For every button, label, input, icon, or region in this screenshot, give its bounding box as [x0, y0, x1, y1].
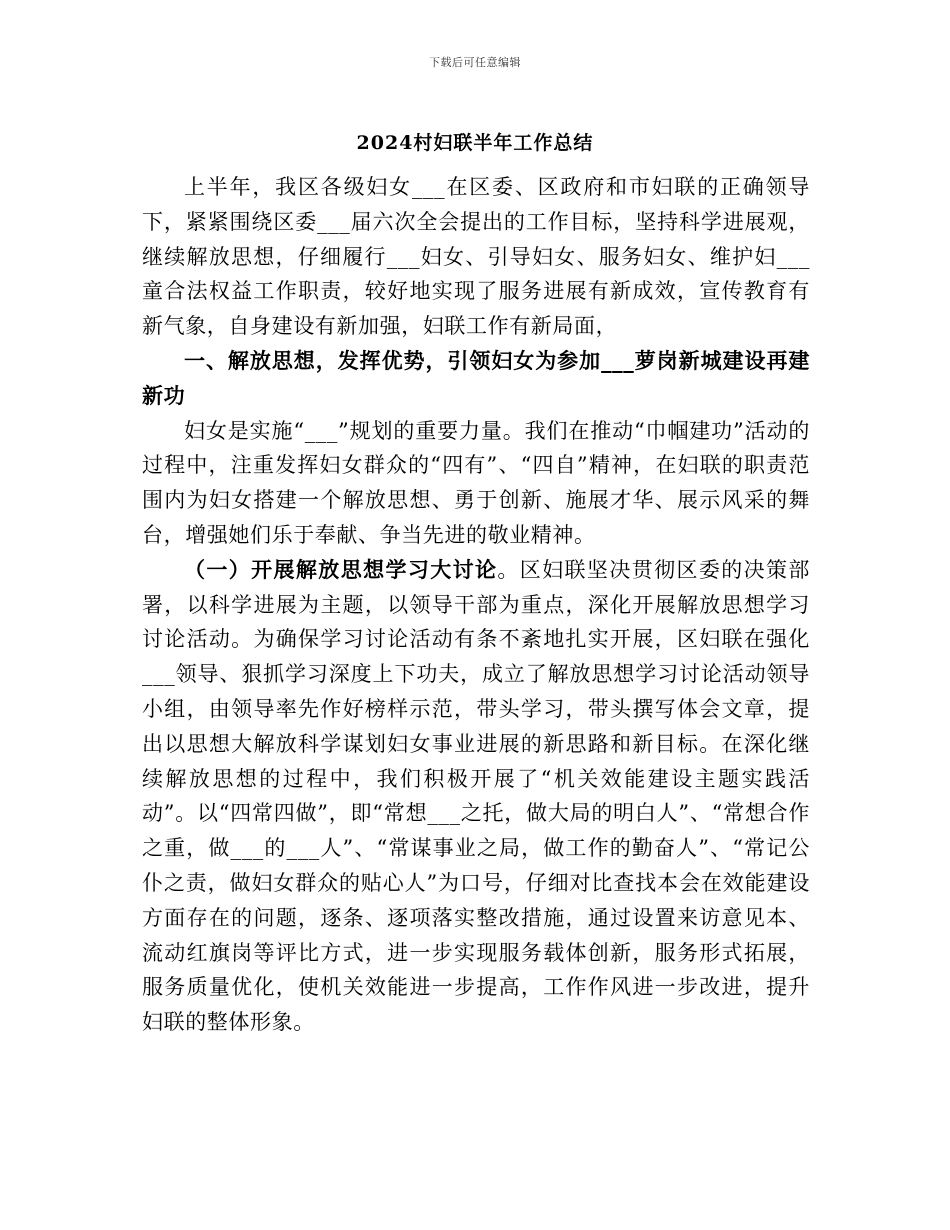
subsection-1-text: 。区妇联坚决贯彻区委的决策部署，以科学进展为主题，以领导干部为重点，深化开展解放思想学习讨论活动。为确保学习讨论活动有条不紊地扎实开展，区妇联在强化___领导、狠抓学习深度上下功夫，成立了解放思想学习讨论活动领导小组，由领导率先作好榜样示范，带头学习，带头撰写体会文章，提出以思想大解放科学谋划妇女事业进展的新思路和新目标。在深化继续解放思想的过程中，我们积极开展了“机关效能建设主题实践活动”。以“四常四做”，即“常想___之托，做大局的明白人”、“常想合作之重，做___的___人”、“常谋事业之局，做工作的勤奋人”、“常记公仆之责，做妇女群众的贴心人”为口号，仔细对比查找本会在效能建设方面存在的问题，逐条、逐项落实整改措施，通过设置来访意见本、流动红旗岗等评比方式，进一步实现服务载体创新，服务形式拓展，服务质量优化，使机关效能进一步提高，工作作风进一步改进，提升妇联的整体形象。 — [142, 557, 810, 1035]
paragraph-intro — [142, 170, 810, 344]
document-title: 2024村妇联半年工作总结 — [356, 132, 594, 154]
document-body — [142, 170, 810, 1040]
paragraph-subsection-1 — [142, 553, 810, 1040]
paragraph-section-1-text: 妇女是实施“___”规划的重要力量。我们在推动“巾帼建功”活动的过程中，注重发挥妇女群众的“四有”、“四自”精神，在妇联的职责范围内为妇女搭建一个解放思想、勇于创新、施展才华、展示风采的舞台，增强她们乐于奉献、争当先进的敬业精神。 — [142, 418, 810, 547]
subsection-1-lead: （一）开展解放思想学习大讨论 — [184, 556, 498, 582]
section-heading-1 — [142, 344, 810, 414]
section-heading-1-text: 一、解放思想，发挥优势，引领妇女为参加___萝岗新城建设再建新功 — [142, 347, 810, 408]
header-note: 下载后可任意编辑 — [429, 56, 521, 69]
paragraph-section-1 — [142, 414, 810, 553]
paragraph-intro-text: 上半年，我区各级妇女___在区委、区政府和市妇联的正确领导下，紧紧围绕区委___届六次全会提出的工作目标，坚持科学进展观，继续解放思想，仔细履行___妇女、引导妇女、服务妇女、维护妇___童合法权益工作职责，较好地实现了服务进展有新成效，宣传教育有新气象，自身建设有新加强，妇联工作有新局面， — [142, 175, 810, 339]
